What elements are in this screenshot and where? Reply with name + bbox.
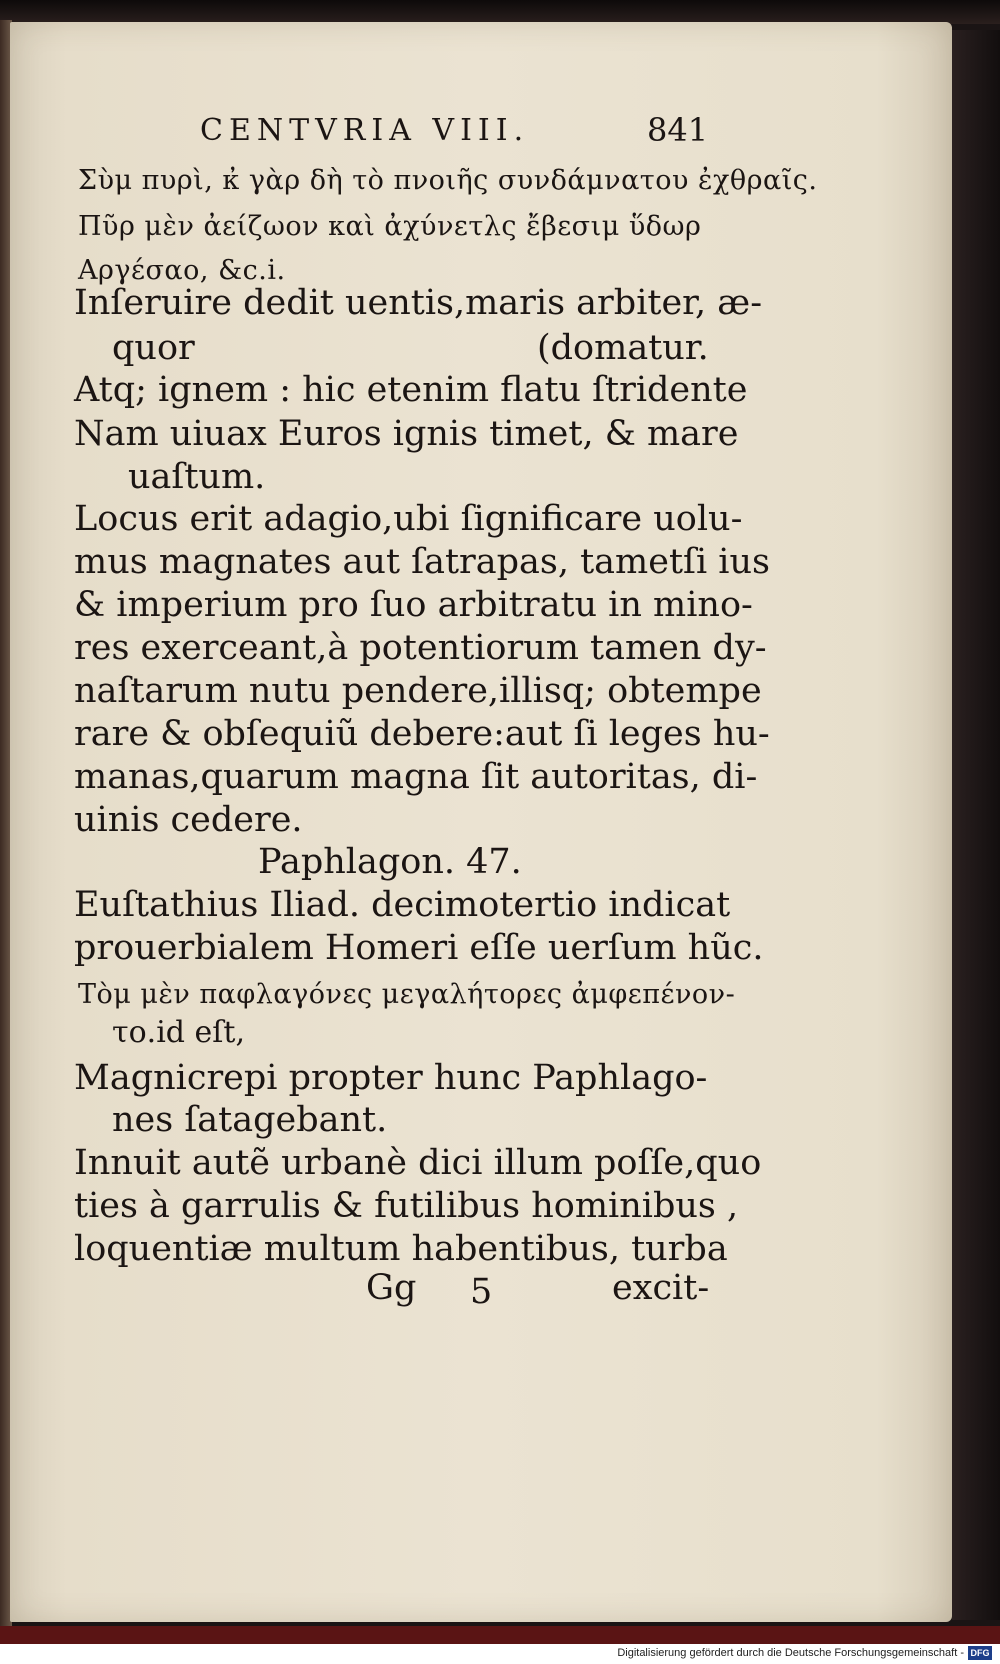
text-line: (domatur.	[537, 328, 709, 368]
text-line: το.id eſt,	[112, 1015, 245, 1050]
text-line: rare & obſequiũ debere:aut ſi leges hu-	[74, 714, 770, 754]
scan-background-top	[0, 0, 1000, 24]
text-line: loquentiæ multum habentibus, turba	[74, 1229, 728, 1269]
text-line: Nam uiuax Euros ignis timet, & mare	[74, 414, 739, 454]
text-line: Innuit autẽ urbanè dici illum poſſe,quo	[74, 1143, 762, 1183]
text-line: ties à garrulis & futilibus hominibus ,	[74, 1186, 739, 1226]
dfg-logo-icon: DFG	[968, 1646, 992, 1660]
text-line: Locus erit adagio,ubi ſignificare uolu-	[74, 499, 743, 539]
text-line: Atq; ignem : hic etenim flatu ſtridente	[74, 370, 748, 410]
catchword: excit-	[612, 1268, 710, 1308]
greek-line-3: Αργέσαο, &c.i.	[78, 255, 286, 286]
text-line: manas,quarum magna ſit autoritas, di-	[74, 757, 758, 797]
signature-number: 5	[470, 1272, 493, 1312]
scan-background-bottom	[0, 1626, 1000, 1644]
text-line: prouerbialem Homeri eſſe uerſum hũc.	[74, 928, 764, 968]
running-title: CENTVRIA VIII.	[200, 113, 530, 148]
text-line: nes ſatagebant.	[112, 1100, 388, 1140]
text-line: Inſeruire dedit uentis,maris arbiter, æ-	[74, 283, 763, 323]
text-line: Magnicrepi propter hunc Paphlago-	[74, 1058, 708, 1098]
scan-background-right	[952, 30, 1000, 1620]
text-line: mus magnates aut ſatrapas, tametſi ius	[74, 542, 770, 582]
text-line: res exerceant,à potentiorum tamen dy-	[74, 628, 767, 668]
greek-line-4: Τὸμ μὲν παφλαγόνες μεγαλήτορες ἀμφεπένον-	[78, 979, 736, 1010]
text-line: & imperium pro ſuo arbitratu in mino-	[74, 585, 753, 625]
text-line: naſtarum nutu pendere,illisq; obtempe	[74, 671, 762, 711]
digitization-note: Digitalisierung gefördert durch die Deutsche Forschungsgemeinschaft -	[617, 1647, 964, 1659]
signature-mark: Gg	[366, 1268, 417, 1308]
text-line: Euſtathius Iliad. decimotertio indicat	[74, 885, 731, 925]
greek-line-1: Σὺμ πυρὶ, κ̓ γὰρ δὴ τὸ πνοιῆς συνδάμνατου ἐχθραῖς.	[78, 165, 818, 196]
text-line: quor	[112, 328, 195, 368]
text-line: uinis cedere.	[74, 800, 303, 840]
section-heading: Paphlagon. 47.	[258, 842, 522, 882]
text-line: uaſtum.	[128, 457, 266, 497]
page-number: 841	[647, 111, 709, 149]
greek-line-2: Πῦρ μὲν ἀείζωον καὶ ἀχύνετλς ἔβεσιμ ὕδωρ	[78, 211, 702, 242]
